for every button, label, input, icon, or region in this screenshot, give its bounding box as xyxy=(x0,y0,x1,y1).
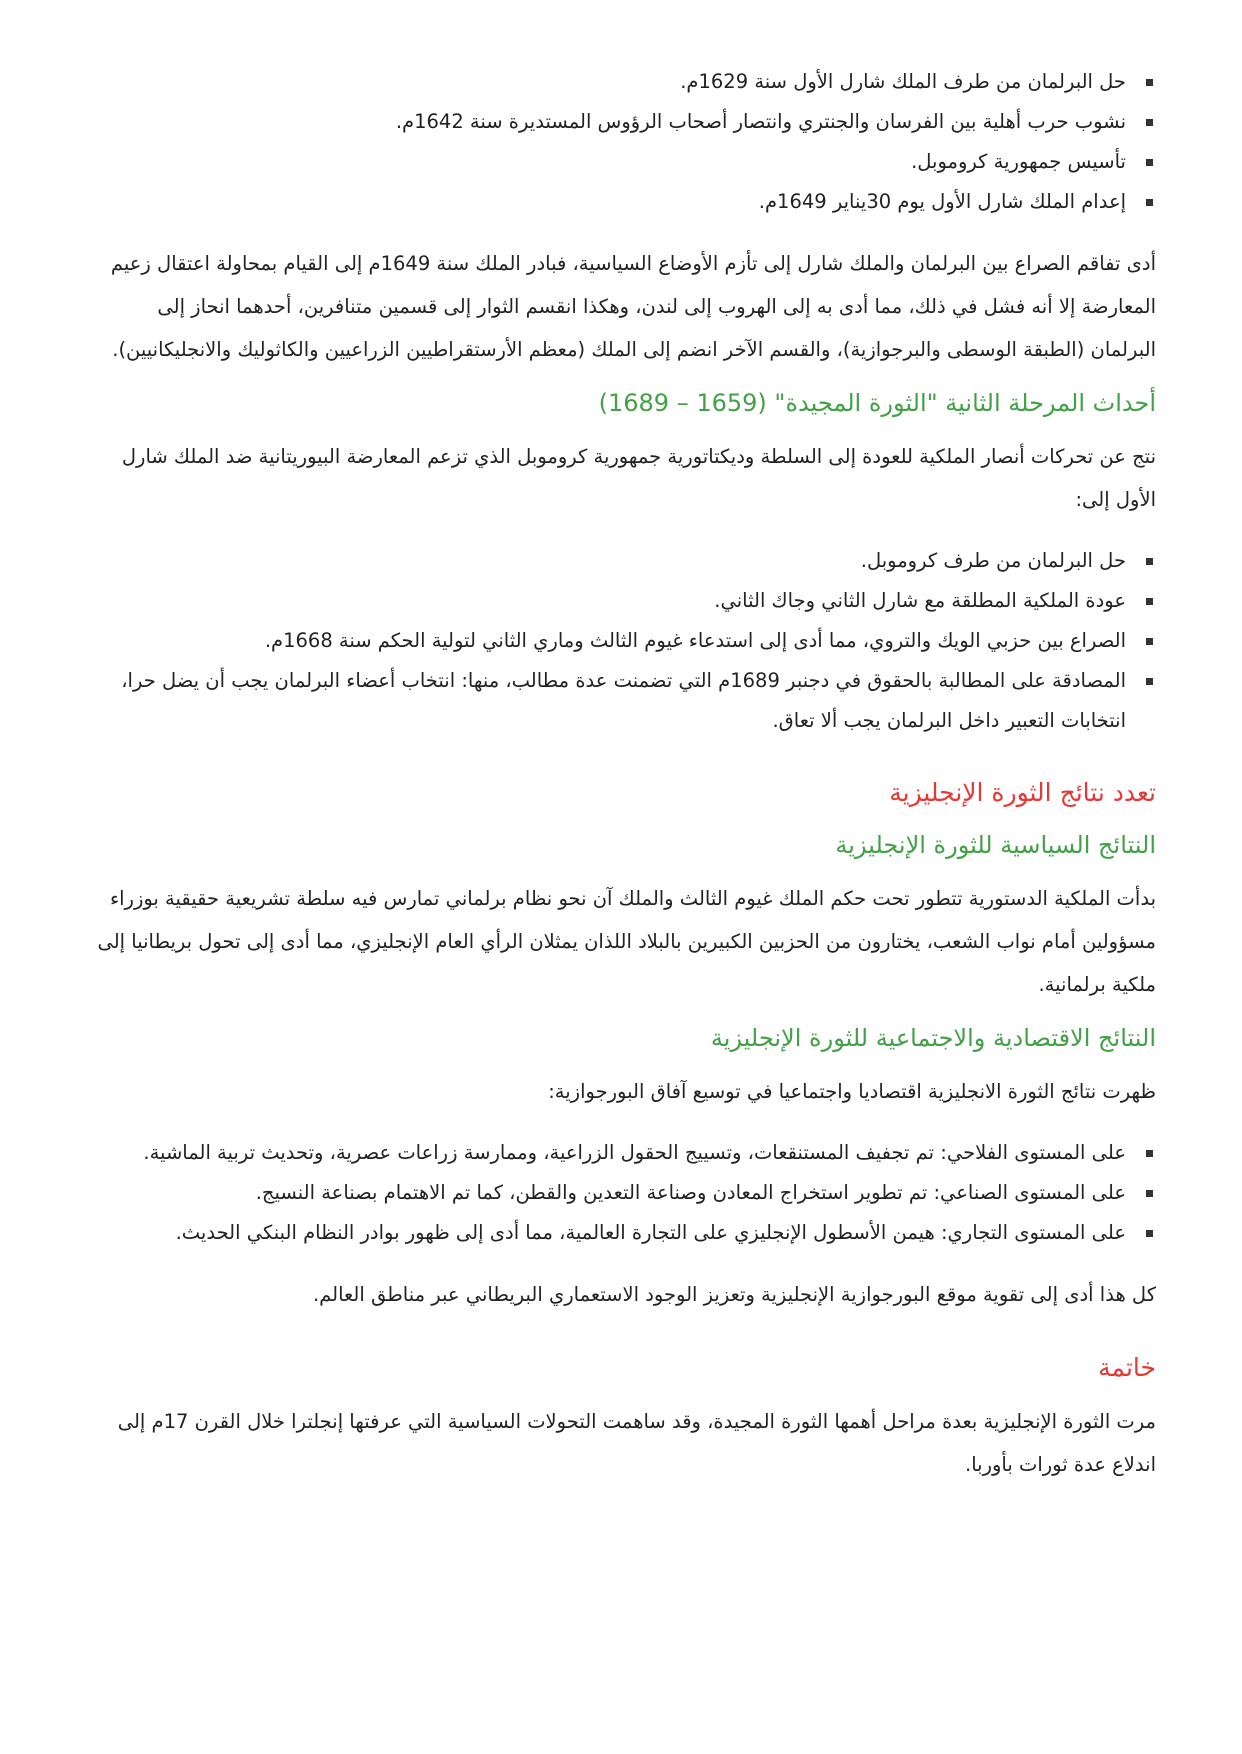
square-bullet-icon xyxy=(1146,678,1153,685)
square-bullet-icon xyxy=(1146,1150,1153,1157)
paragraph-political-results: بدأت الملكية الدستورية تتطور تحت حكم الملك غيوم الثالث والملك آن نحو نظام برلماني تمارس فيه سلطة تشريعية حقيقية بوزراء مسؤولين أمام نواب الشعب، يختارون من الحزبين الكبيرين بالبلاد اللذان يمثلان الرأي العام الإنجليزي، مما أدى إلى تحول بريطانيا إلى ملكية برلمانية. xyxy=(97,887,1156,996)
list-item xyxy=(90,541,1156,581)
square-bullet-icon xyxy=(1146,159,1153,166)
paragraph-economic-intro: ظهرت نتائج الثورة الانجليزية اقتصاديا واجتماعيا في توسيع آفاق البورجوازية: xyxy=(548,1080,1156,1103)
list-item-text: على المستوى التجاري: هيمن الأسطول الإنجليزي على التجارة العالمية، مما أدى إلى ظهور بوادر النظام البنكي الحديث. xyxy=(175,1221,1126,1244)
heading-conclusion: خاتمة xyxy=(1098,1353,1156,1382)
list-item xyxy=(90,62,1156,102)
heading-results: تعدد نتائج الثورة الإنجليزية xyxy=(889,778,1156,807)
list-item-text: إعدام الملك شارل الأول يوم 30يناير 1649م. xyxy=(758,190,1126,213)
list-item-text: على المستوى الفلاحي: تم تجفيف المستنقعات، وتسييج الحقول الزراعية، وممارسة زراعات عصرية، وتحديث تربية الماشية. xyxy=(143,1141,1126,1164)
phase2-events-list xyxy=(90,541,1156,741)
list-item-text: حل البرلمان من طرف كروموبل. xyxy=(860,549,1126,572)
square-bullet-icon xyxy=(1146,199,1153,206)
list-item xyxy=(90,621,1156,661)
list-item xyxy=(90,661,1156,741)
list-item-text: على المستوى الصناعي: تم تطوير استخراج المعادن وصناعة التعدين والقطن، كما تم الاهتمام بصناعة النسيج. xyxy=(255,1181,1126,1204)
paragraph-phase-two-intro: نتج عن تحركات أنصار الملكية للعودة إلى السلطة وديكتاتورية جمهورية كروموبل الذي تزعم المعارضة البيوريتانية ضد الملك شارل الأول إلى: xyxy=(121,445,1156,511)
list-item-text: عودة الملكية المطلقة مع شارل الثاني وجاك الثاني. xyxy=(714,589,1126,612)
list-item xyxy=(90,581,1156,621)
heading-political-results: النتائج السياسية للثورة الإنجليزية xyxy=(835,831,1156,859)
square-bullet-icon xyxy=(1146,598,1153,605)
list-item-text: الصراع بين حزبي الويك والتروي، مما أدى إلى استدعاء غيوم الثالث وماري الثاني لتولية الحكم سنة 1668م. xyxy=(264,629,1126,652)
list-item-text: حل البرلمان من طرف الملك شارل الأول سنة 1629م. xyxy=(680,70,1126,93)
heading-phase-two: أحداث المرحلة الثانية "الثورة المجيدة" (1659 – 1689) xyxy=(598,389,1156,417)
square-bullet-icon xyxy=(1146,1230,1153,1237)
square-bullet-icon xyxy=(1146,79,1153,86)
document-page xyxy=(90,62,1156,1486)
list-item xyxy=(90,1173,1156,1213)
list-item-text: تأسيس جمهورية كروموبل. xyxy=(911,150,1126,173)
phase1-events-list xyxy=(90,62,1156,222)
square-bullet-icon xyxy=(1146,558,1153,565)
paragraph-summary: كل هذا أدى إلى تقوية موقع البورجوازية الإنجليزية وتعزيز الوجود الاستعماري البريطاني عبر مناطق العالم. xyxy=(312,1283,1156,1306)
square-bullet-icon xyxy=(1146,119,1153,126)
list-item xyxy=(90,1133,1156,1173)
list-item-text: نشوب حرب أهلية بين الفرسان والجنتري وانتصار أصحاب الرؤوس المستديرة سنة 1642م. xyxy=(395,110,1126,133)
list-item xyxy=(90,1213,1156,1253)
list-item xyxy=(90,182,1156,222)
heading-economic-results: النتائج الاقتصادية والاجتماعية للثورة الإنجليزية xyxy=(710,1024,1156,1052)
square-bullet-icon xyxy=(1146,638,1153,645)
list-item xyxy=(90,102,1156,142)
paragraph-conclusion: مرت الثورة الإنجليزية بعدة مراحل أهمها الثورة المجيدة، وقد ساهمت التحولات السياسية التي عرفتها إنجلترا خلال القرن 17م إلى اندلاع عدة ثورات بأوربا. xyxy=(117,1410,1156,1476)
list-item xyxy=(90,142,1156,182)
list-item-text: المصادقة على المطالبة بالحقوق في دجنبر 1689م التي تضمنت عدة مطالب، منها: انتخاب أعضاء البرلمان يجب أن يضل حرا، انتخابات التعبير داخل البرلمان يجب ألا تعاق. xyxy=(121,669,1126,732)
paragraph-conflict: أدى تفاقم الصراع بين البرلمان والملك شارل إلى تأزم الأوضاع السياسية، فبادر الملك سنة 1649م إلى القيام بمحاولة اعتقال زعيم المعارضة إلا أنه فشل في ذلك، مما أدى به إلى الهروب إلى لندن، وهكذا انقسم الثوار إلى قسمين متنافرين، أحدهما انحاز إلى البرلمان (الطبقة الوسطى والبرجوازية)، والقسم الآخر انضم إلى الملك (معظم الأرستقراطيين الزراعيين والكاثوليك والانجليكانيين). xyxy=(110,252,1156,361)
economic-results-list xyxy=(90,1133,1156,1253)
square-bullet-icon xyxy=(1146,1190,1153,1197)
